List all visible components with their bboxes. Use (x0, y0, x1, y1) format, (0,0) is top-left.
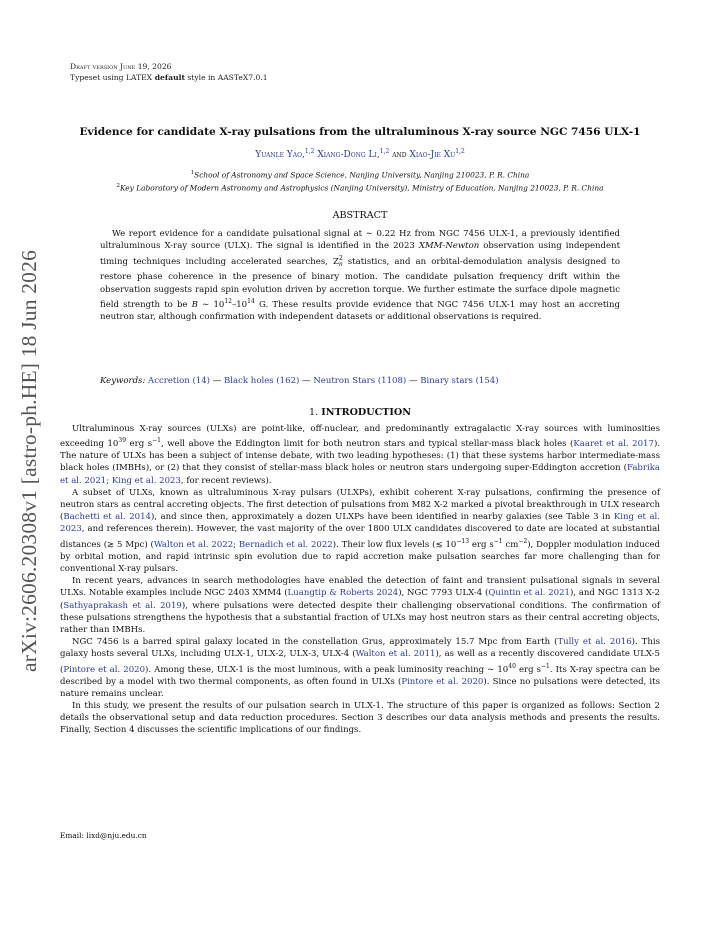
typeset-note: Typeset using LATEX default style in AASTeX7.0.1 (70, 72, 268, 82)
introduction-body (60, 423, 660, 737)
citation-link[interactable]: Fabrika et al. 2021 (60, 463, 660, 486)
author-conjunction: and (392, 150, 407, 160)
citation-link[interactable]: Pintore et al. 2020 (401, 676, 484, 687)
keywords-label: Keywords: (100, 376, 146, 386)
author-link[interactable]: Yuanle Yao,$^{1,2}$ (255, 148, 315, 160)
section-heading: 1. INTRODUCTION (308, 407, 412, 418)
paragraph: A subset of ULXs, known as ultraluminous X-ray pulsars (ULXPs), exhibit coherent X-ray pulsations, confirming the presence of neutron stars as central accreting objects. The first detection of pulsations from M82 X-2 marked a pivotal breakthrough in ULX research (Bachetti et al. 2014), and since then, approximately a dozen ULXPs have been identified in nearby galaxies (see Table 3 in King et al. 2023, and references therein). However, the vast majority of the over 1800 ULX candidates discovered to date are located at substantial distances (≳ 5 Mpc) (Walton et al. 2022; Bernadich et al. 2022). Their low flux levels (≲ $10^{-13}$ erg $s^{-1}$ $cm^{-2}$), Doppler modulation induced by orbital motion, and rapid intrinsic spin evolution due to rapid accretion make pulsation searches far more challenging than for conventional X-ray pulsars. (60, 487, 661, 574)
citation-link[interactable]: Quintin et al. 2021 (488, 588, 570, 599)
draft-version: Draft version June 19, 2026 (70, 62, 172, 71)
citation-link[interactable]: Sathyaprakash et al. 2019 (63, 600, 182, 611)
paragraph: In this study, we present the results of our pulsation search in ULX-1. The structure of this paper is organized as follows: Section 2 details the observational setup and data reduction procedures. Section 3 describes our data analysis methods and presents the results. Finally, Section 4 discusses the scientific implications of our findings. (60, 701, 660, 736)
paper-title: Evidence for candidate X-ray pulsations from the ultraluminous X-ray source NGC 7456 ULX-1 (79, 126, 641, 138)
paragraph: In recent years, advances in search methodologies have enabled the detection of faint and transient pulsational signals in several ULXs. Notable examples include NGC 2403 XMM4 (Luangtip & Roberts 2024), NGC 7793 ULX-4 (Quintin et al. 2021), and NGC 1313 X-2 (Sathyaprakash et al. 2019), where pulsations were detected despite their challenging observational conditions. The confirmation of these pulsations strengthens the hypothesis that a substantial fraction of ULXs may host neutron stars as their central accreting objects, rather than IMBHs. (60, 576, 661, 635)
arxiv-identifier-stamp: arXiv:2606.20308v1 [astro-ph.HE] 18 Jun 2026 (17, 249, 41, 672)
author-link[interactable]: Xiang-Dong Li,$^{1,2}$ (317, 148, 390, 160)
author-list (60, 148, 660, 160)
citation-link[interactable]: Walton et al. 2011 (355, 649, 436, 660)
keyword-separator: — (210, 376, 225, 386)
keyword-link[interactable]: Neutron Stars (1108) (313, 376, 407, 386)
paragraph: NGC 7456 is a barred spiral galaxy located in the constellation Grus, approximately 15.7 Mpc from Earth (Tully et al. 2016). This galaxy hosts several ULXs, including ULX-1, ULX-2, ULX-3, ULX-4 (Walton et al. 2011), as well as a recently discovered candidate ULX-5 (Pintore et al. 2020). Among these, ULX-1 is the most luminous, with a peak luminosity reaching ∼ $10^{40}$ erg $s^{-1}$. Its X-ray spectra can be described by a model with two thermal components, as often found in ULXs (Pintore et al. 2020). Since no pulsations were detected, its nature remains unclear. (60, 637, 660, 699)
citation-link[interactable]: Luangtip & Roberts 2024 (287, 588, 399, 599)
citation-link[interactable]: Kaaret et al. 2017 (573, 439, 654, 450)
citation-link[interactable]: Bernadich et al. 2022 (238, 539, 333, 550)
email-footnote: Email: lixd@nju.edu.cn (60, 831, 147, 840)
abstract-text: We report evidence for a candidate pulsational signal at ∼ 0.22 Hz from NGC 7456 ULX-1, a previously identified ultraluminous X-ray source (ULX). The signal is identified in the 2023 XMM-Newton observation using independent timing techniques including accelerated searches, $Z^2_n$ statistics, and an orbital-demodulation analysis designed to restore phase coherence in the presence of binary motion. The candidate pulsation frequency drift within the observation suggests rapid spin evolution driven by accretion torque. We further estimate the surface dipole magnetic field strength to be B ∼ $10^{12}-10^{14}$ G. These results provide evidence that NGC 7456 ULX-1 may host an accreting neutron star, although confirmation with independent datasets or additional observations is required. (100, 229, 620, 323)
affiliation: $^2$Key Laboratory of Modern Astronomy and Astrophysics (Nanjing University), Ministry of Education, Nanjing 210023, P. R. China (116, 183, 604, 193)
keyword-link[interactable]: Black holes (162) (224, 376, 300, 386)
citation-link[interactable]: Tully et al. 2016 (557, 637, 632, 648)
keyword-link[interactable]: Accretion (14) (148, 376, 211, 386)
keyword-link[interactable]: Binary stars (154) (420, 376, 499, 386)
paragraph: Ultraluminous X-ray sources (ULXs) are point-like, off-nuclear, and predominantly extragalactic X-ray sources with luminosities exceeding $10^{39}$ erg $s^{-1}$, well above the Eddington limit for both neutron stars and typical stellar-mass black holes (Kaaret et al. 2017). The nature of ULXs has been a subject of intense debate, with two leading hypotheses: (1) that these systems harbor intermediate-mass black holes (IMBHs), or (2) that they consist of stellar-mass black holes or neutron stars undergoing super-Eddington accretion (Fabrika et al. 2021; King et al. 2023, for recent reviews). (60, 424, 660, 486)
latex-logo: LATEX (125, 72, 153, 82)
keyword-separator: — (406, 376, 421, 386)
affiliation: $^1$School of Astronomy and Space Science, Nanjing University, Nanjing 210023, P. R. China (190, 170, 530, 180)
draft-header (70, 62, 268, 83)
citation-link[interactable]: Walton et al. 2022 (153, 539, 234, 550)
keyword-separator: — (299, 376, 314, 386)
citation-link[interactable]: King et al. 2023 (60, 512, 660, 535)
keywords-line (100, 376, 620, 386)
citation-link[interactable]: Bachetti et al. 2014 (63, 512, 151, 523)
citation-link[interactable]: Pintore et al. 2020 (63, 664, 146, 675)
citation-link[interactable]: King et al. 2023 (111, 475, 181, 486)
author-link[interactable]: Xiao-Jie Xu$^{1,2}$ (409, 148, 465, 160)
abstract-heading: ABSTRACT (332, 210, 388, 221)
